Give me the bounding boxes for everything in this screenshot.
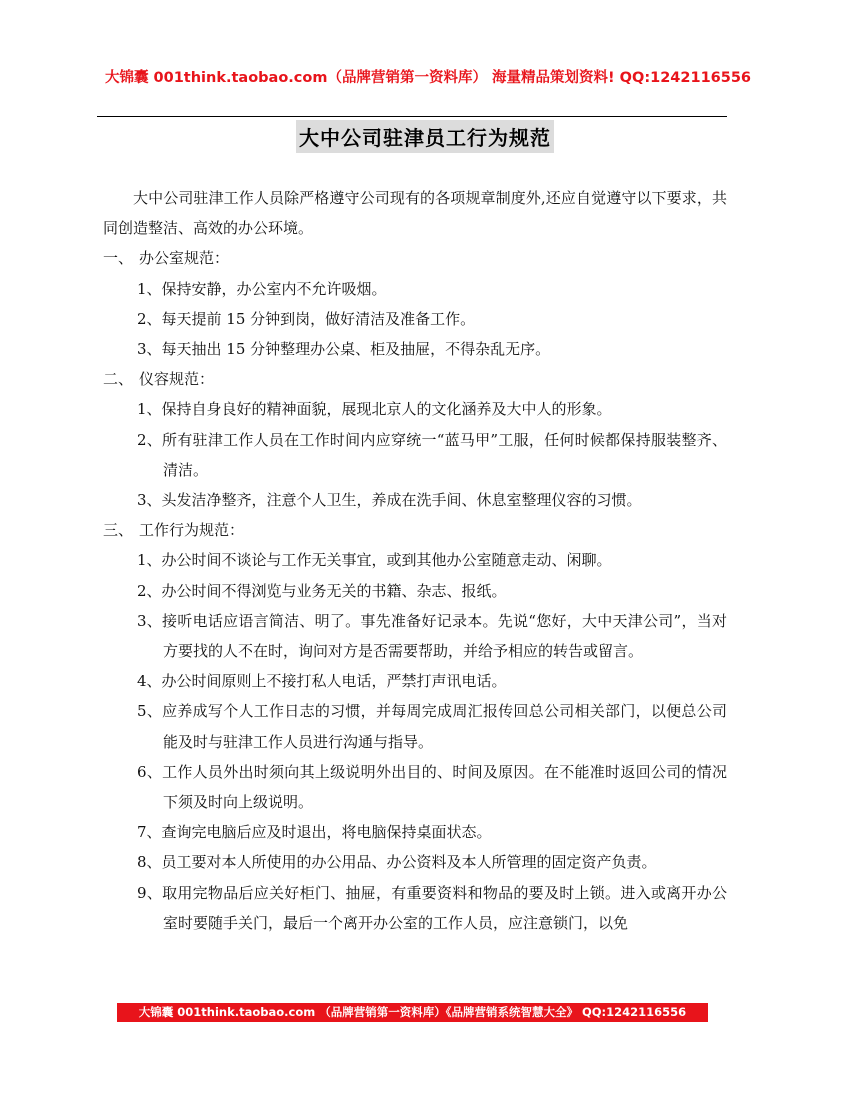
section-number: 二、 [103, 370, 134, 389]
section-heading [103, 243, 727, 273]
list-item: 2、每天提前 15 分钟到岗，做好清洁及准备工作。 [137, 309, 476, 328]
list-item: 8、员工要对本人所使用的办公用品、办公资料及本人所管理的固定资产负责。 [137, 853, 657, 872]
header-divider [97, 116, 727, 117]
section-title: 仪容规范： [139, 370, 215, 389]
section-heading [103, 515, 727, 545]
list-item: 3、头发洁净整齐，注意个人卫生，养成在洗手间、休息室整理仪容的习惯。 [137, 491, 642, 510]
footer-promo-banner: 大锦囊 001think.taobao.com （品牌营销第一资料库）《品牌营销系统智慧大全》 QQ:1242116556 [117, 1003, 708, 1022]
list-item: 3、每天抽出 15 分钟整理办公桌、柜及抽屉，不得杂乱无序。 [137, 340, 551, 359]
document-body [103, 183, 727, 938]
section-heading [103, 364, 727, 394]
list-item: 7、查询完电脑后应及时退出，将电脑保持桌面状态。 [137, 823, 492, 842]
list-item: 2、办公时间不得浏览与业务无关的书籍、杂志、报纸。 [137, 581, 507, 600]
section-number: 三、 [103, 521, 134, 540]
list-item: 6、工作人员外出时须向其上级说明外出目的、时间及原因。在不能准时返回公司的情况下须及时向上级说明。 [137, 762, 727, 812]
header-promo-text: 大锦囊 001think.taobao.com（品牌营销第一资料库） 海量精品策划资料! QQ:1242116556 [104, 70, 752, 86]
title-container [0, 120, 850, 153]
list-item: 4、办公时间原则上不接打私人电话，严禁打声讯电话。 [137, 672, 507, 691]
document-title: 大中公司驻津员工行为规范 [296, 120, 554, 153]
section-title: 工作行为规范： [139, 521, 245, 540]
list-item: 1、保持自身良好的精神面貌，展现北京人的文化涵养及大中人的形象。 [137, 400, 612, 419]
list-item: 9、取用完物品后应关好柜门、抽屉，有重要资料和物品的要及时上锁。进入或离开办公室时要随手关门，最后一个离开办公室的工作人员，应注意锁门，以免 [137, 883, 727, 932]
section-title: 办公室规范： [139, 249, 230, 268]
intro-paragraph: 大中公司驻津工作人员除严格遵守公司现有的各项规章制度外,还应自觉遵守以下要求，共同创造整洁、高效的办公环境。 [103, 189, 727, 238]
list-item: 3、接听电话应语言简洁、明了。事先准备好记录本。先说“您好，大中天津公司”，当对方要找的人不在时，询问对方是否需要帮助，并给予相应的转告或留言。 [137, 611, 727, 661]
list-item: 2、所有驻津工作人员在工作时间内应穿统一“蓝马甲”工服，任何时候都保持服装整齐、清洁。 [137, 430, 727, 479]
section-number: 一、 [103, 249, 134, 268]
list-item: 5、应养成写个人工作日志的习惯，并每周完成周汇报传回总公司相关部门，以便总公司能及时与驻津工作人员进行沟通与指导。 [137, 702, 727, 751]
list-item: 1、办公时间不谈论与工作无关事宜，或到其他办公室随意走动、闲聊。 [137, 551, 612, 570]
list-item: 1、保持安静，办公室内不允许吸烟。 [137, 279, 387, 298]
